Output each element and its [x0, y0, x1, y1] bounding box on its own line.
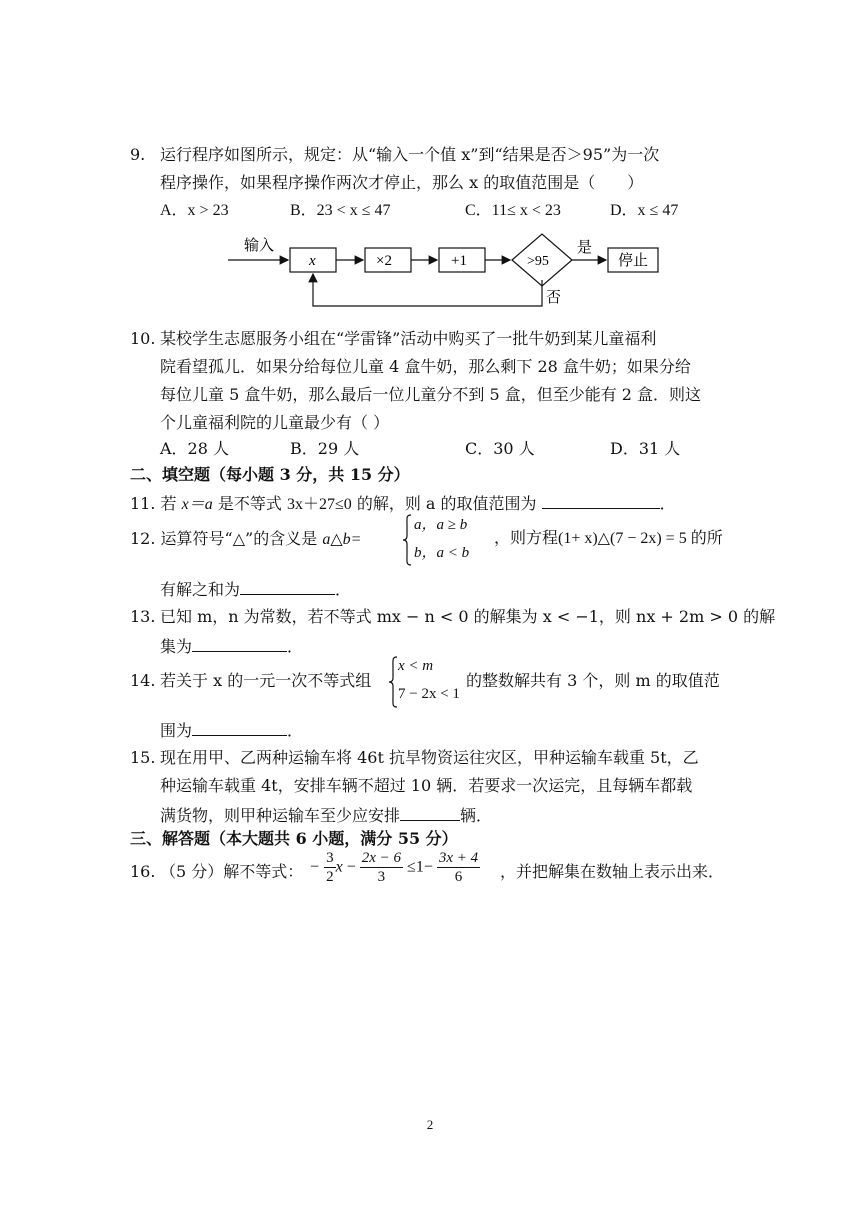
q16-pre: （5 分）解不等式： — [160, 862, 304, 881]
q14-line2-text: 围为 — [160, 721, 193, 740]
q15-end: 辆． — [460, 806, 493, 825]
q14-line2 — [160, 719, 303, 741]
q10-option-b: B．29 人 — [290, 439, 360, 458]
q13-line2 — [160, 635, 303, 657]
q14-sys2: 7 − 2x < 1 — [398, 686, 460, 702]
q14-sys1: x < m — [398, 658, 434, 674]
q12-post: ，则方程(1+ x)△(7 − 2x) = 5 的所 — [494, 530, 723, 547]
q14-brace — [388, 656, 398, 708]
q11-line — [130, 492, 676, 515]
q10-option-a: A．28 人 — [160, 439, 230, 458]
q9-number: 9. — [130, 145, 146, 164]
q12-case2: b，a < b — [414, 545, 470, 561]
q14-pre: 若关于 x 的一元一次不等式组 — [160, 671, 372, 690]
q15-text-line1: 现在用甲、乙两种运输车将 46t 抗旱物资运往灾区，甲种运输车载重 5t，乙 — [160, 748, 699, 767]
q16-post: ，并把解集在数轴上表示出来． — [500, 862, 725, 881]
flow-box-plus1: +1 — [451, 253, 467, 269]
q16-inequality: − $\frac{3}{2}$ x − $\frac{2x - 6}{3}$ ≤1− $\frac{3x + 4}{6}$ — [310, 850, 479, 885]
q10-option-d: D．31 人 — [610, 439, 681, 458]
q15-answer-blank[interactable] — [400, 804, 460, 821]
flow-yes-label: 是 — [577, 240, 593, 256]
q13-end: ． — [287, 637, 304, 656]
q16-number: 16. — [130, 862, 156, 881]
q12-line2-text: 有解之和为 — [160, 580, 241, 599]
section-3-heading: 三、解答题（本大题共 6 小题，满分 55 分） — [130, 829, 458, 848]
q15-line3-text: 满货物，则甲种运输车至少应安排 — [160, 806, 401, 825]
q15-text-line2: 种运输车载重 4t，安排车辆不超过 10 辆．若要求一次运完，且每辆车都载 — [160, 776, 693, 795]
q12-brace — [402, 514, 412, 566]
flow-box-x: x — [309, 253, 316, 269]
q9-text-line2: 程序操作，如果程序操作两次才停止，那么 x 的取值范围是（ ） — [160, 173, 644, 192]
q12-number: 12. — [130, 529, 156, 548]
q14-number: 14. — [130, 671, 156, 690]
q10-text-line1: 某校学生志愿服务小组在“学雷锋”活动中购买了一批牛奶到某儿童福利 — [160, 329, 657, 348]
flow-stop-box: 停止 — [618, 253, 649, 269]
q16-fraction-2: $\frac{2x - 6}{3}$ — [361, 850, 402, 885]
q11-end: ． — [659, 494, 676, 513]
q13-line2-text: 集为 — [160, 637, 193, 656]
q11-number: 11. — [130, 494, 156, 513]
q13-number: 13. — [130, 607, 156, 626]
q9-option-d: D．x ≤ 47 — [610, 202, 679, 219]
page-number: 2 — [426, 1117, 434, 1132]
q16-fraction-1: $\frac{3}{2}$ — [326, 850, 334, 885]
q16-fraction-3: $\frac{3x + 4}{6}$ — [438, 850, 479, 885]
flow-box-times2: ×2 — [376, 253, 392, 269]
flow-no-label: 否 — [546, 290, 562, 306]
q10-text-line4: 个儿童福利院的儿童最少有（ ） — [160, 413, 390, 432]
q14-end: ． — [287, 721, 304, 740]
flow-input-label: 输入 — [244, 238, 275, 254]
q11-ineq: 3x＋27≤0 — [286, 496, 352, 513]
q12-pre: 运算符号“△”的含义是 — [160, 529, 318, 548]
q12-def: a△b= — [322, 531, 362, 548]
q11-cond: x＝a — [181, 496, 213, 513]
q15-line3 — [160, 804, 492, 826]
q9-flowchart — [220, 228, 680, 313]
q10-option-c: C．30 人 — [465, 439, 535, 458]
q11-pre: 若 — [160, 494, 177, 513]
q12-answer-blank[interactable] — [240, 578, 335, 595]
flow-diamond-95: >95 — [527, 254, 549, 269]
q12-line2 — [160, 578, 351, 600]
q9-option-a: A．x > 23 — [160, 202, 229, 219]
q12-case1: a，a ≥ b — [414, 517, 468, 533]
q12-end: ． — [335, 580, 352, 599]
q10-number: 10. — [130, 329, 156, 348]
q11-mid: 是不等式 — [212, 494, 282, 513]
q9-text-line1: 运行程序如图所示，规定：从“输入一个值 x”到“结果是否＞95”为一次 — [160, 145, 660, 164]
q10-text-line3: 每位儿童 5 盒牛奶，那么最后一位儿童分不到 5 盒，但至少能有 2 盒．则这 — [160, 385, 702, 404]
q13-answer-blank[interactable] — [192, 635, 287, 652]
q11-answer-blank[interactable] — [542, 492, 660, 509]
q11-post: 的解，则 a 的取值范围为 — [351, 494, 537, 513]
q15-number: 15. — [130, 748, 156, 767]
q14-post: 的整数解共有 3 个，则 m 的取值范 — [466, 671, 720, 690]
q10-text-line2: 院看望孤儿．如果分给每位儿童 4 盒牛奶，那么剩下 28 盒牛奶；如果分给 — [160, 357, 691, 376]
q12-line1 — [130, 529, 361, 550]
q9-option-c: C．11≤ x < 23 — [465, 202, 561, 219]
q13-text-line1: 已知 m，n 为常数，若不等式 mx − n < 0 的解集为 x < −1，则 nx + 2m > 0 的解 — [160, 607, 776, 626]
q9-option-b: B．23 < x ≤ 47 — [290, 202, 391, 219]
section-2-heading: 二、填空题（每小题 3 分，共 15 分） — [130, 465, 410, 484]
q14-answer-blank[interactable] — [192, 719, 287, 736]
